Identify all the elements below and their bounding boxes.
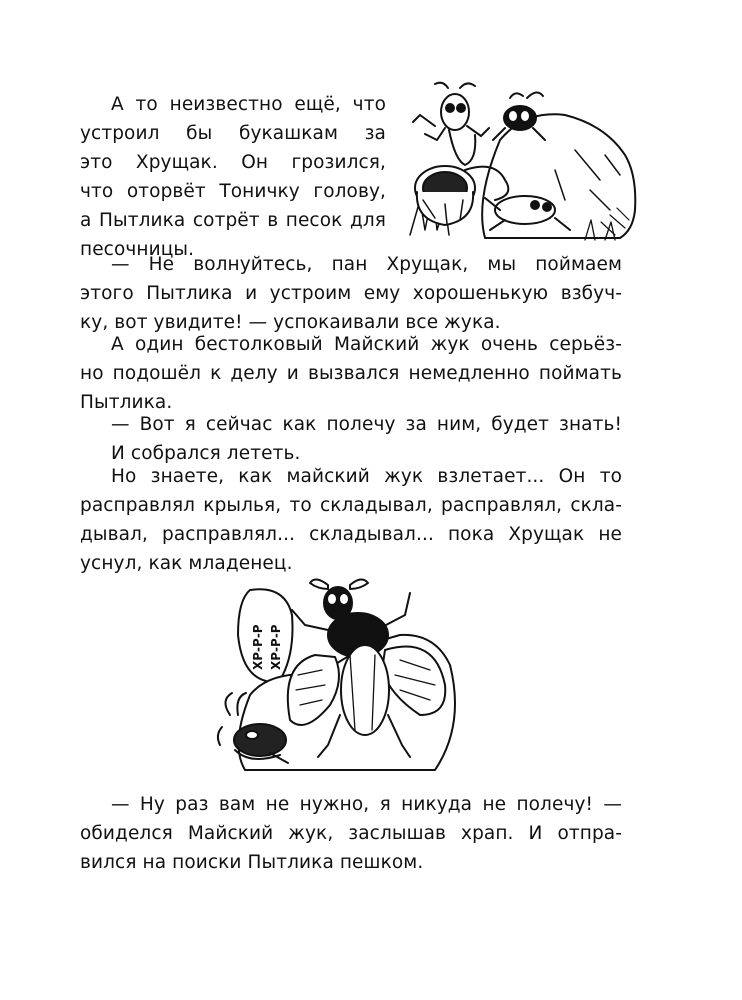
text-line: дывал, расправлял... складывал... пока Хрущак не [80, 524, 622, 545]
snore-text-1: ХР-Р-Р [251, 624, 265, 670]
text-line: обиделся Майский жук, заслышав храп. И отпра- [80, 823, 622, 844]
beetles-rock-illustration [405, 80, 645, 250]
text-line: а Пытлика сотрёт в песок для [80, 210, 386, 231]
paragraph-5 [80, 462, 622, 578]
text-line: устроил бы букашкам за [80, 123, 386, 144]
paragraph-3 [80, 330, 622, 417]
paragraph-1 [80, 90, 386, 264]
text-line: Но знаете, как майский жук взлетает... Он то [111, 466, 622, 487]
text-line: вился на поиски Пытлика пешком. [80, 852, 424, 873]
text-line: — Не волнуйтесь, пан Хрущак, мы поймаем [111, 254, 622, 275]
text-line: песочницы. [80, 239, 195, 260]
text-line: ку, вот увидите! — успокаивали все жука. [80, 312, 501, 333]
text-line: — Ну раз вам не нужно, я никуда не полечу! — [111, 794, 622, 815]
text-line: уснул, как младенец. [80, 553, 293, 574]
text-line: И собрался лететь. [111, 443, 301, 464]
text-line: — Вот я сейчас как полечу за ним, будет знать! [111, 414, 622, 435]
snore-text-2: ХР-Р-Р [269, 624, 283, 670]
paragraph-6 [80, 790, 622, 877]
text-line: этого Пытлика и устроим ему хорошенькую взбуч- [80, 283, 622, 304]
text-line: расправлял крылья, то складывал, расправлял, скла- [80, 495, 622, 516]
text-line: А то неизвестно ещё, что [111, 94, 386, 115]
text-line: но подошёл к делу и вызвался немедленно поймать [80, 363, 622, 384]
text-line: Пытлика. [80, 392, 173, 413]
text-line: что оторвёт Тоничку голову, [80, 181, 386, 202]
text-line: А один бестолковый Майский жук очень серьёз- [111, 334, 622, 355]
paragraph-2 [80, 250, 622, 337]
paragraph-4 [80, 410, 622, 468]
maybug-snoring-illustration [210, 575, 470, 785]
text-line: это Хрущак. Он грозился, [80, 152, 386, 173]
